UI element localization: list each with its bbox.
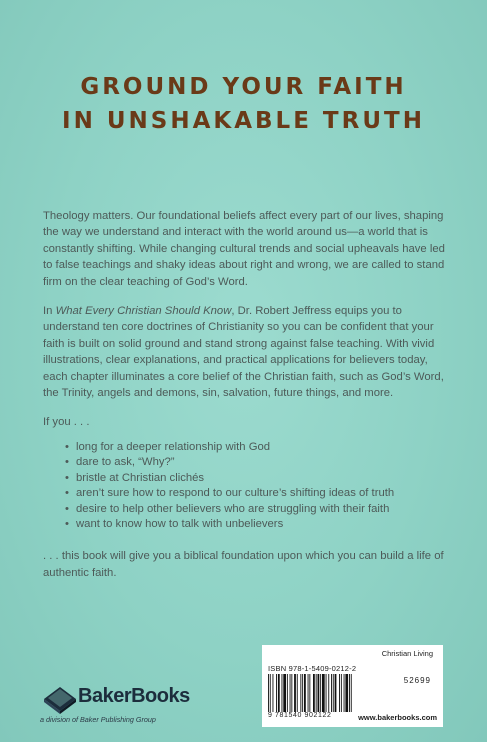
publisher-name: BakerBooks: [78, 685, 190, 707]
paragraph-summary: [43, 303, 448, 401]
publisher-subtitle: a division of Baker Publishing Group: [40, 715, 156, 724]
book-stack-icon: [40, 679, 80, 719]
summary-rest: , Dr. Robert Jeffress equips you to understand ten core doctrines of Christianity so you can be confident that your faith is built on solid ground and stand strong against false teaching. With vivid illustrations, clear explanations, and practical applications for believers today, each chapter illuminates a core belief of the Christian faith, such as God’s Word, the Trinity, angels and demons, sin, salvation, future things, and more.: [43, 305, 444, 400]
barcode: [268, 674, 396, 712]
barcode-digits: 9 781540 902122: [268, 712, 332, 719]
summary-prefix: In: [43, 305, 56, 318]
bullet-list: [43, 440, 448, 532]
book-title: What Every Christian Should Know: [55, 305, 232, 318]
bullet-item: • dare to ask, “Why?”: [65, 455, 448, 470]
isbn-label: ISBN 978-1-5409-0212-2: [268, 664, 357, 673]
bullet-item: • desire to help other believers who are struggling with their faith: [65, 502, 448, 517]
headline: [0, 70, 487, 138]
description: [43, 208, 448, 594]
bullet-item: • want to know how to talk with unbelievers: [65, 517, 448, 532]
publisher-logo: [40, 677, 200, 727]
category-label: Christian Living: [381, 649, 433, 658]
website-label: www.bakerbooks.com: [358, 713, 437, 722]
headline-line-2: IN UNSHAKABLE TRUTH: [62, 108, 425, 134]
headline-line-1: GROUND YOUR FAITH: [80, 74, 407, 100]
bullet-item: • bristle at Christian clichés: [65, 471, 448, 486]
paragraph-intro: Theology matters. Our foundational beliefs affect every part of our lives, shaping the way we understand and interact with the world around us—a world that is constantly shifting. While changing cultural trends and social upheavals have led to false teachings and shaky ideas about right and wrong, we are called to stand firm on the clear teaching of God’s Word.: [43, 210, 445, 288]
barcode-panel: [262, 645, 443, 727]
price-code: 52699: [403, 676, 431, 685]
if-you-lead: If you . . .: [43, 416, 90, 429]
bullet-item: • aren’t sure how to respond to our culture’s shifting ideas of truth: [65, 486, 448, 501]
bullet-item: • long for a deeper relationship with God: [65, 440, 448, 455]
paragraph-closing: . . . this book will give you a biblical foundation upon which you can build a life of authentic faith.: [43, 550, 444, 579]
